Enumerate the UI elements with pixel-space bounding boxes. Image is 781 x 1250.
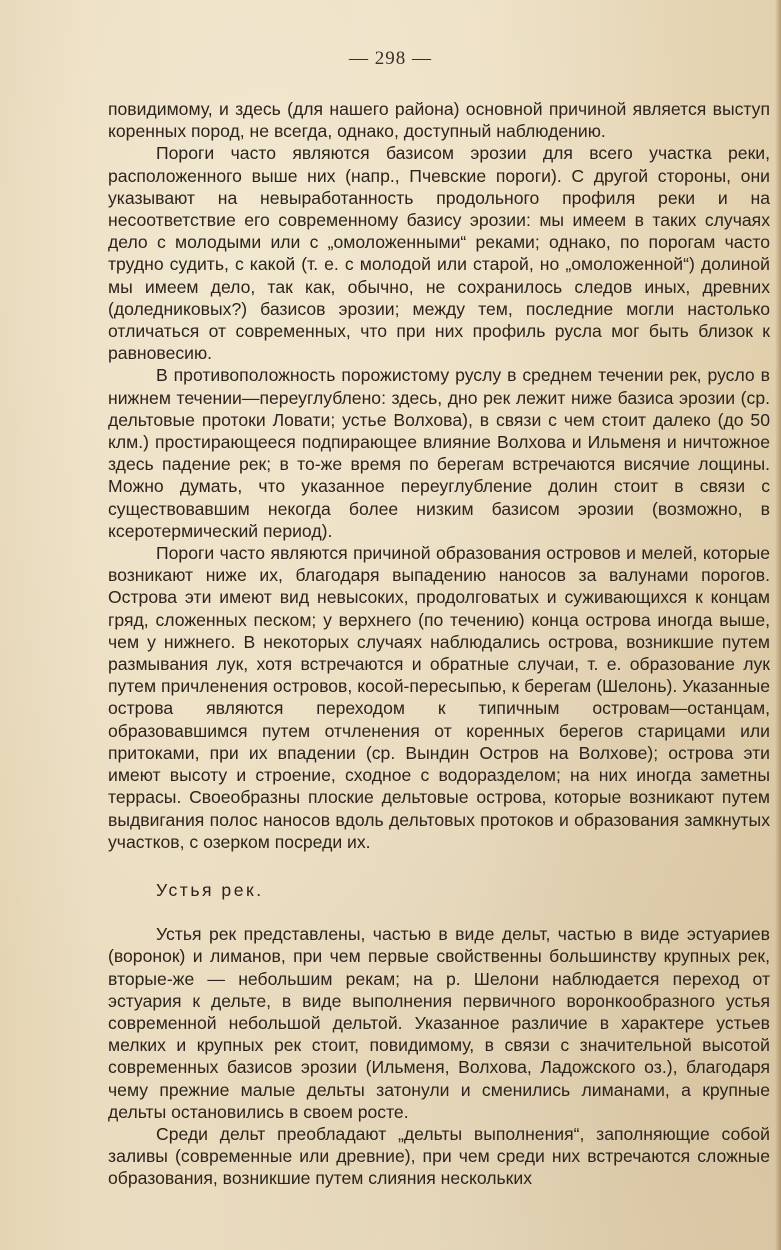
paragraph-river-mouths: Устья рек представлены, частью в виде дельт, частью в виде эстуариев (воронок) и лиманов, при чем первые свойственны большинству крупных рек, вторые-же — небольшим рекам; на р. Шелони наблюдается переход от эстуария к дельте, в виде выполнения первичного воронкообразного устья современной небольшой дельтой. Указанное различие в характере устьев мелких и крупных рек стоит, повидимому, в связи с значительной высотой современных базисов эрозии (Ильменя, Волхова, Ладожского оз.), благодаря чему прежние малые дельты затонули и сменились лиманами, а крупные дельты остановились в своем росте. — [108, 924, 770, 1122]
body-text — [108, 98, 770, 1190]
paragraph-rapids-erosion-base: Пороги часто являются базисом эрозии для всего участка реки, расположенного выше них (напр., Пчевские пороги). С другой стороны, они указывают на невыработанность продольного профиля реки и на несоответствие его современному базису эрозии: мы имеем в таких случаях дело с молодыми или с „омоложенными“ реками; однако, по порогам часто трудно судить, с какой (т. е. с молодой или старой, но „омоложенной“) долиной мы имеем дело, так как, обычно, не сохранилось следов иных, древних (доледниковых?) базисов эрозии; между тем, последние могли настолько отличаться от современных, что при них профиль русла мог быть близок к равновесию. — [108, 143, 770, 364]
section-heading-river-mouths: Устья рек. — [156, 879, 264, 900]
paragraph-deltas: Среди дельт преобладают „дельты выполнения“, заполняющие собой заливы (современные или древние), при чем среди них встречаются сложные образования, возникшие путем слияния нескольких — [108, 1123, 770, 1189]
page-edge-shadow — [775, 0, 781, 1250]
paragraph-overdeepened-channel: В противоположность порожистому руслу в среднем течении рек, русло в нижнем течении—переуглублено: здесь, дно рек лежит ниже базиса эрозии (ср. дельтовые протоки Ловати; устье Волхова), в связи с чем стоит далеко (до 50 клм.) простирающееся подпирающее влияние Волхова и Ильменя и ничтожное здесь падение рек; в то-же время по берегам встречаются висячие лощины. Можно думать, что указанное переуглубление долин стоит в связи с существовавшим некогда более низким базисом эрозии (возможно, в ксеротермический период). — [108, 365, 770, 541]
paragraph-islands: Пороги часто являются причиной образования островов и мелей, которые возникают ниже их, благодаря выпадению наносов за валунами порогов. Острова эти имеют вид невысоких, продолговатых и суживающихся к концам гряд, сложенных песком; у верхнего (по течению) конца острова иногда выше, чем у нижнего. В некоторых случаях наблюдались острова, возникшие путем размывания лук, хотя встречаются и обратные случаи, т. е. образование лук путем причленения островов, косой-пересыпью, к берегам (Шелонь). Указанные острова являются переходом к типичным островам—останцам, образовавшимся путем отчленения от коренных берегов старицами или притоками, при их впадении (ср. Вындин Остров на Волхове); острова эти имеют высоту и строение, сходное с водоразделом; на них иногда заметны террасы. Своеобразны плоские дельтовые острова, которые возникают путем выдвигания полос наносов вдоль дельтовых протоков и образования замкнутых участков, с озерком посреди их. — [108, 543, 770, 852]
page-number: — 298 — — [349, 48, 432, 69]
paragraph-continued: повидимому, и здесь (для нашего района) основной причиной является выступ коренных пород, не всегда, однако, доступный наблюдению. — [108, 99, 770, 142]
